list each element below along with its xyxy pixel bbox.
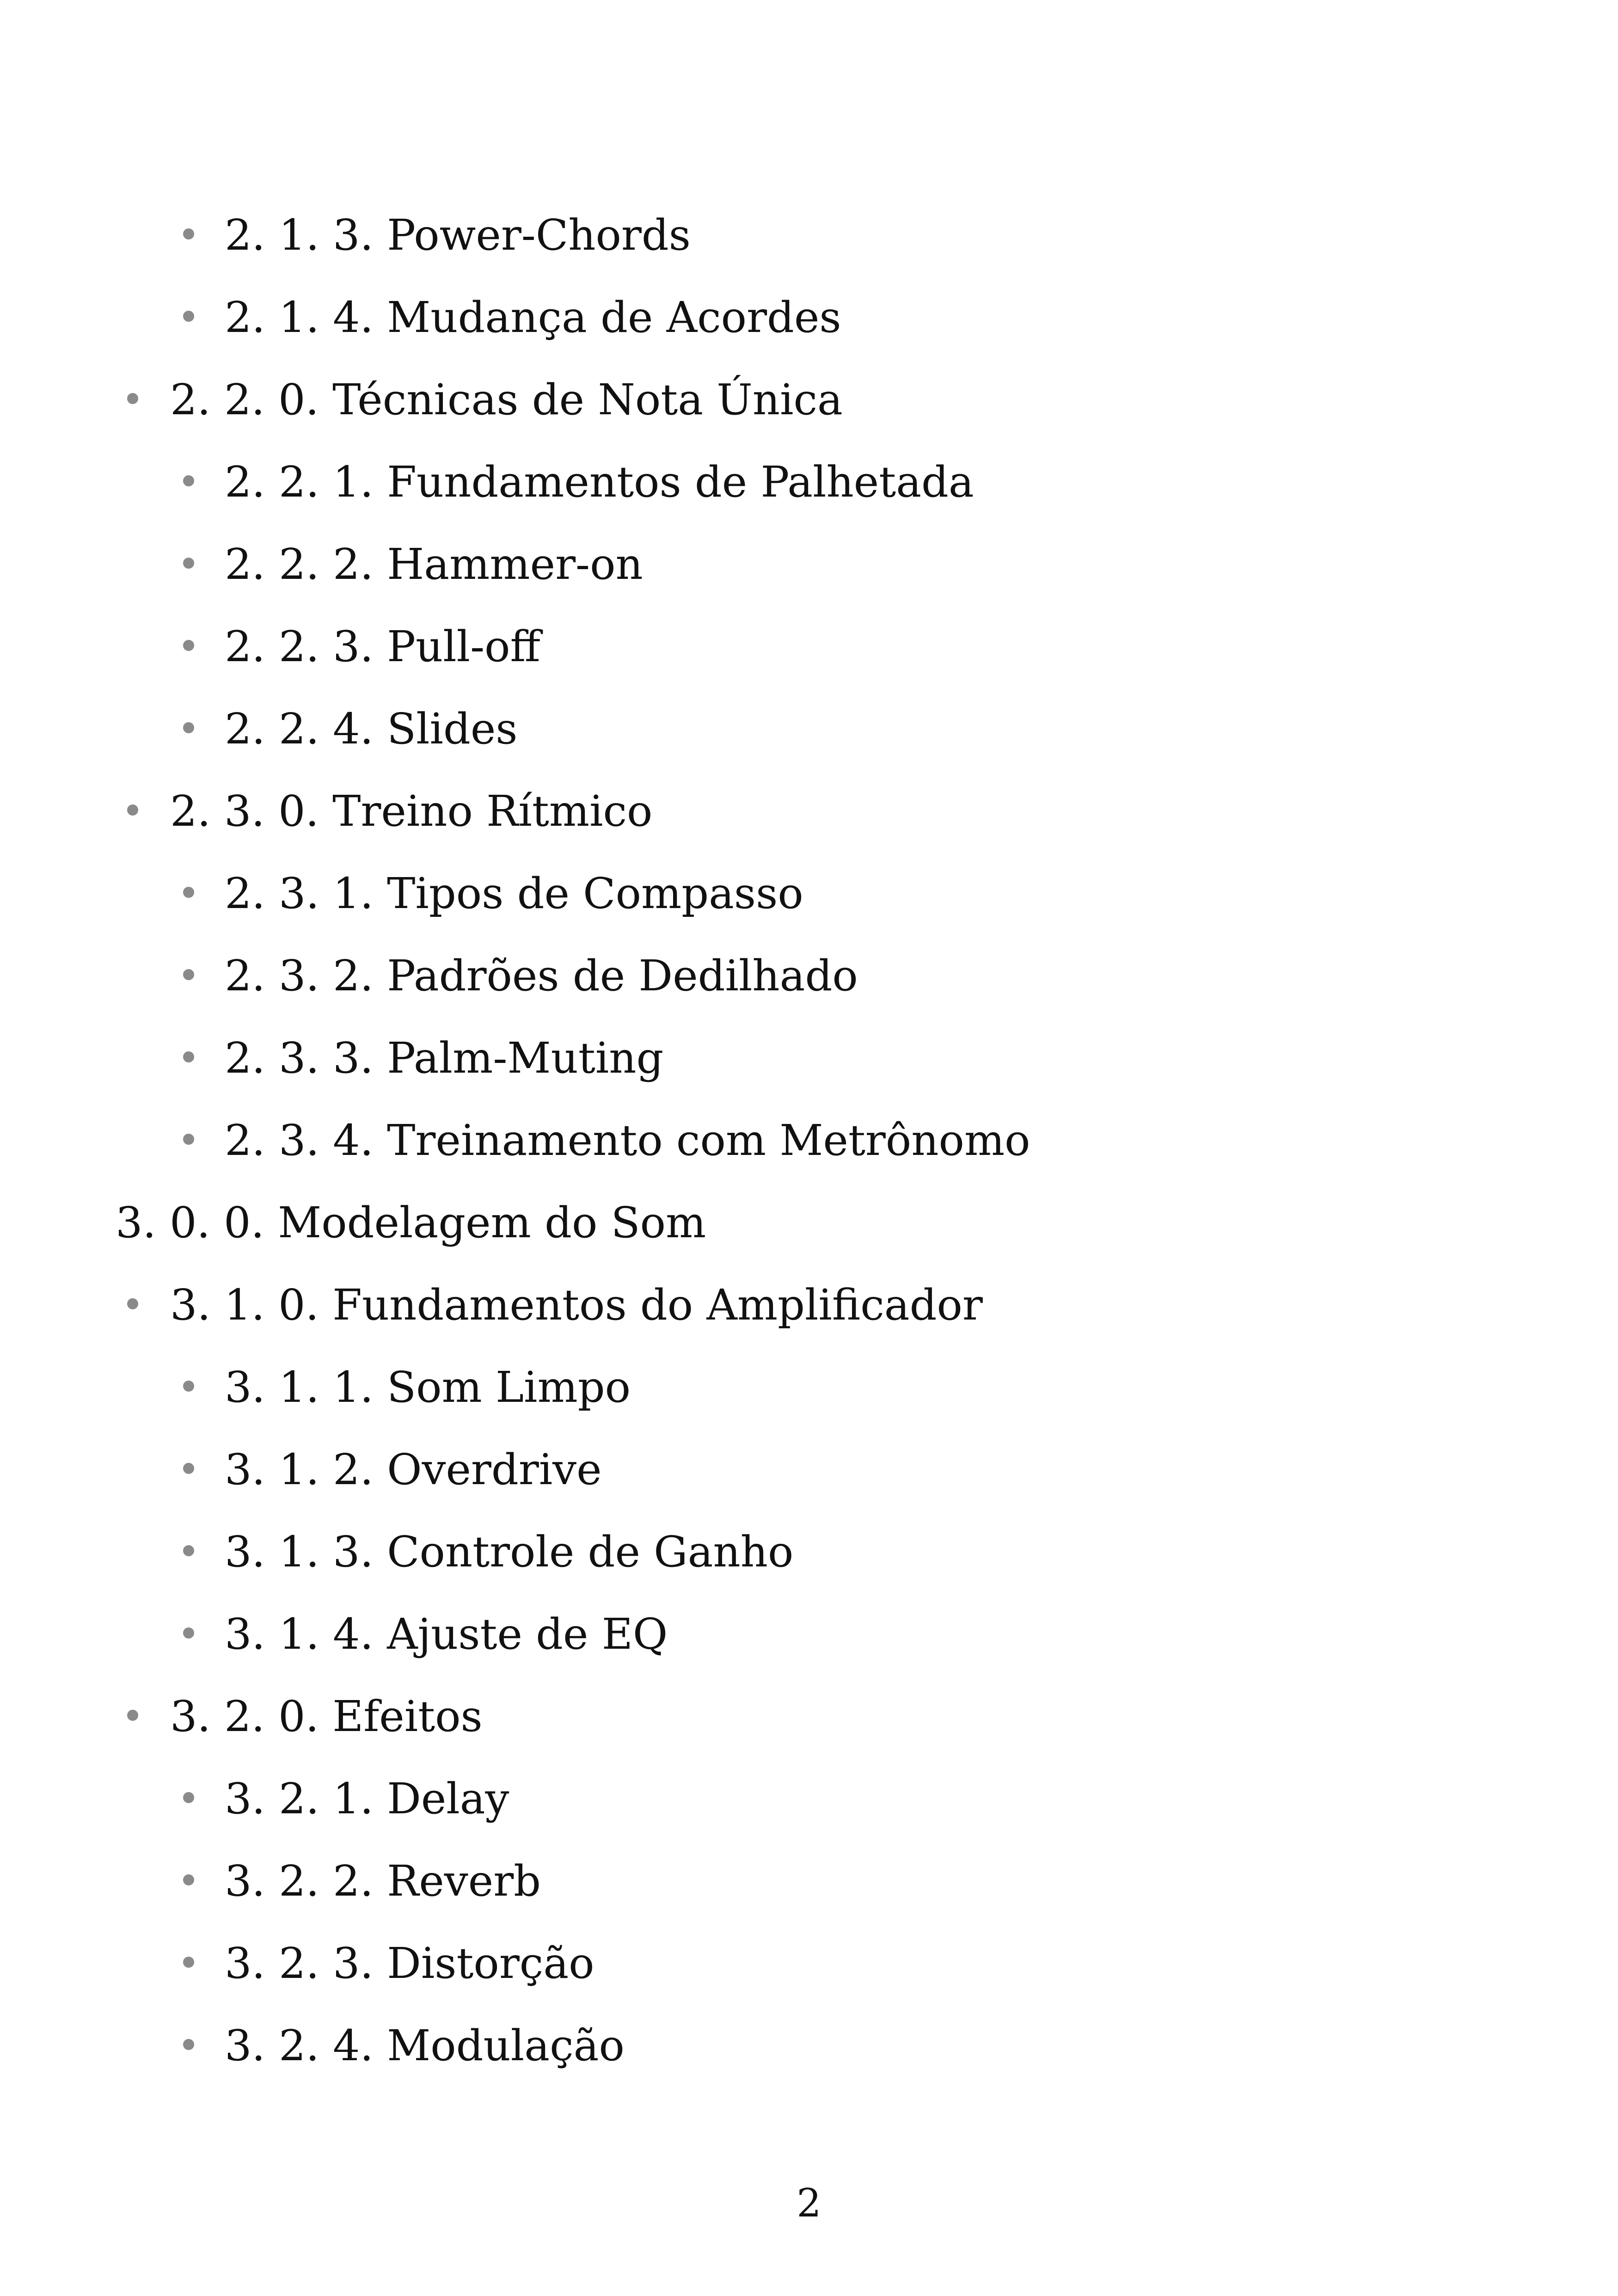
toc-entry-text: 3. 1. 3. Controle de Ganho [225, 1527, 794, 1577]
toc-entry [0, 853, 1618, 935]
bullet-icon [183, 1957, 194, 1968]
toc-section-text: 2. 3. 0. Treino Rítmico [170, 786, 653, 836]
toc-entry [0, 523, 1618, 606]
toc-section [0, 1264, 1618, 1346]
toc-entry [0, 1511, 1618, 1593]
toc-entry [0, 1922, 1618, 2005]
toc-entry [0, 1346, 1618, 1429]
toc-entry-text: 2. 2. 3. Pull-off [225, 622, 540, 671]
bullet-icon [183, 1874, 194, 1885]
bullet-icon [183, 1381, 194, 1392]
toc-section [0, 770, 1618, 853]
bullet-icon [183, 1627, 194, 1639]
toc-entry-text: 2. 3. 4. Treinamento com Metrônomo [225, 1116, 1030, 1165]
toc-entry [0, 688, 1618, 770]
toc-entry-text: 3. 2. 2. Reverb [225, 1856, 541, 1906]
toc-entry [0, 2005, 1618, 2087]
toc-section-text: 3. 1. 0. Fundamentos do Amplificador [170, 1280, 983, 1330]
toc-entry [0, 1758, 1618, 1840]
bullet-icon [183, 969, 194, 980]
bullet-icon [183, 475, 194, 486]
toc-entry-text: 3. 2. 3. Distorção [225, 1939, 594, 1988]
toc-entry [0, 1017, 1618, 1099]
bullet-icon [127, 1710, 138, 1721]
toc-entry-text: 2. 1. 3. Power-Chords [225, 210, 691, 260]
toc-section [0, 1676, 1618, 1758]
toc-entry [0, 276, 1618, 359]
toc-section-text: 3. 2. 0. Efeitos [170, 1692, 483, 1741]
toc-entry [0, 1099, 1618, 1182]
toc-entry-text: 3. 1. 4. Ajuste de EQ [225, 1609, 668, 1659]
bullet-icon [183, 2039, 194, 2050]
bullet-icon [183, 1051, 194, 1062]
toc-entry [0, 1840, 1618, 1922]
bullet-icon [183, 228, 194, 239]
toc-section-text: 2. 2. 0. Técnicas de Nota Única [170, 375, 843, 424]
toc-entry-text: 2. 1. 4. Mudança de Acordes [225, 293, 841, 342]
toc-entry-text: 2. 2. 4. Slides [225, 704, 518, 754]
bullet-icon [183, 1134, 194, 1145]
toc-section [0, 359, 1618, 441]
bullet-icon [183, 311, 194, 322]
toc-entry-text: 3. 1. 2. Overdrive [225, 1445, 602, 1494]
toc-entry-text: 3. 1. 1. Som Limpo [225, 1363, 631, 1412]
toc-chapter-text: 3. 0. 0. Modelagem do Som [116, 1198, 706, 1247]
toc-entry [0, 441, 1618, 523]
bullet-icon [183, 1463, 194, 1474]
toc-entry [0, 1429, 1618, 1511]
toc-entry [0, 935, 1618, 1017]
toc-entry [0, 194, 1618, 276]
bullet-icon [127, 804, 138, 816]
toc-entry [0, 1593, 1618, 1676]
bullet-icon [183, 1792, 194, 1803]
toc-entry [0, 606, 1618, 688]
table-of-contents [0, 194, 1618, 2087]
toc-chapter [0, 1182, 1618, 1264]
toc-entry-text: 3. 2. 1. Delay [225, 1774, 509, 1823]
bullet-icon [127, 393, 138, 404]
toc-entry-text: 2. 3. 1. Tipos de Compasso [225, 869, 803, 918]
toc-entry-text: 3. 2. 4. Modulação [225, 2021, 625, 2070]
bullet-icon [183, 887, 194, 898]
toc-entry-text: 2. 2. 2. Hammer-on [225, 540, 643, 589]
toc-entry-text: 2. 2. 1. Fundamentos de Palhetada [225, 457, 974, 507]
bullet-icon [127, 1298, 138, 1309]
bullet-icon [183, 722, 194, 733]
bullet-icon [183, 558, 194, 569]
bullet-icon [183, 1545, 194, 1556]
toc-entry-text: 2. 3. 2. Padrões de Dedilhado [225, 951, 858, 1001]
toc-entry-text: 2. 3. 3. Palm-Muting [225, 1033, 664, 1083]
page-number: 2 [797, 2180, 821, 2226]
bullet-icon [183, 640, 194, 651]
